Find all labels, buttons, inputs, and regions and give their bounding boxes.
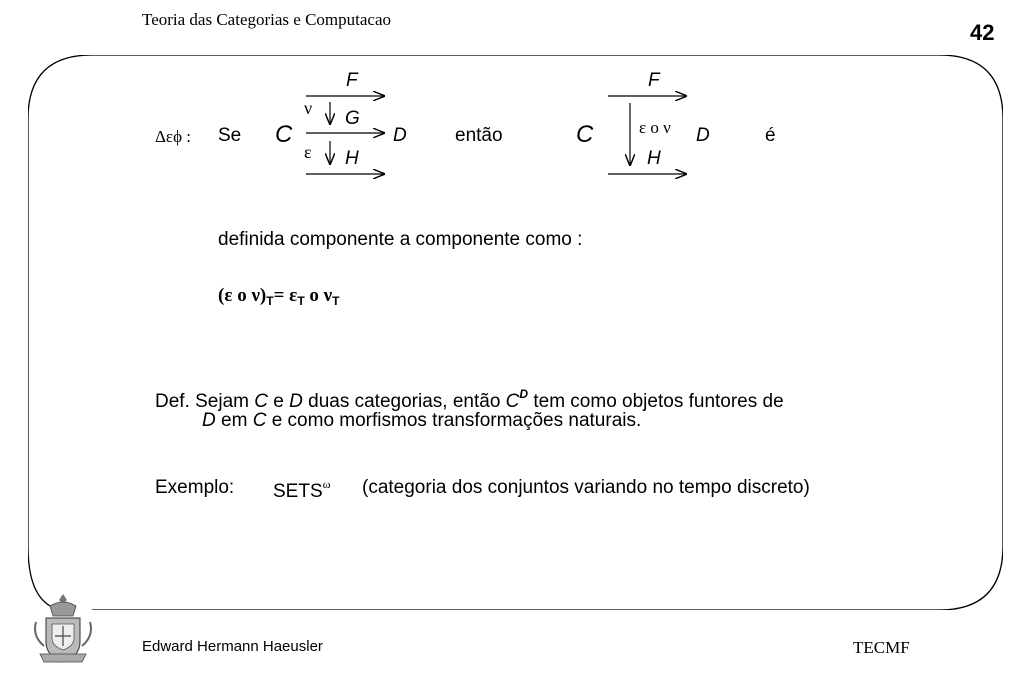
def-and: e bbox=[268, 391, 290, 412]
formula-lhs: (ε o ν) bbox=[218, 285, 267, 306]
entao-word: então bbox=[455, 125, 503, 146]
sets-omega: ω bbox=[322, 477, 331, 491]
category-c-1: C bbox=[275, 121, 293, 148]
label-eps-o-nu: ε o ν bbox=[639, 118, 671, 137]
label-nu: ν bbox=[304, 98, 313, 118]
def-d: D bbox=[289, 391, 303, 412]
label-f-2: F bbox=[648, 70, 660, 91]
formula-mid: o ν bbox=[304, 285, 333, 306]
def-prefix: Def. Sejam bbox=[155, 391, 255, 412]
def2-d: D bbox=[202, 410, 216, 431]
def2-c: C bbox=[252, 410, 267, 431]
def-cd-sup: D bbox=[519, 387, 529, 401]
formula-eq: = ε bbox=[273, 285, 298, 306]
label-h-2: H bbox=[647, 148, 661, 169]
delta-label: Δεϕ : bbox=[155, 127, 191, 146]
label-f-1: F bbox=[346, 70, 358, 91]
category-c-2: C bbox=[576, 121, 594, 148]
label-epsilon: ε bbox=[304, 142, 312, 162]
university-seal-logo bbox=[32, 592, 94, 668]
header-title: Teoria das Categorias e Computacao bbox=[142, 10, 391, 29]
def-text-1: duas categorias, então bbox=[302, 391, 506, 412]
component-formula bbox=[218, 285, 340, 308]
footer-author: Edward Hermann Haeusler bbox=[142, 638, 323, 655]
example-description: (categoria dos conjuntos variando no tempo discreto) bbox=[362, 477, 810, 498]
def-c: C bbox=[254, 391, 268, 412]
label-g: G bbox=[345, 108, 360, 129]
formula-sub-1: T bbox=[266, 294, 274, 308]
def-text-2: tem como objetos funtores de bbox=[528, 391, 784, 412]
def2-em: em bbox=[215, 410, 253, 431]
example-sets bbox=[273, 477, 331, 503]
footer-tag: TECMF bbox=[853, 638, 910, 657]
def2-rest: e como morfismos transformações naturais. bbox=[266, 410, 642, 431]
label-h-1: H bbox=[345, 148, 359, 169]
definition-line-2 bbox=[202, 410, 641, 432]
se-word: Se bbox=[218, 125, 242, 146]
sets-word: SETS bbox=[273, 481, 323, 502]
defined-text: definida componente a componente como : bbox=[218, 229, 583, 250]
e-acute-word: é bbox=[765, 125, 776, 146]
category-d-2: D bbox=[696, 125, 710, 146]
formula-sub-2: T bbox=[297, 294, 305, 308]
example-label: Exemplo: bbox=[155, 477, 235, 498]
category-d-1: D bbox=[393, 125, 407, 146]
def-cd-base: C bbox=[505, 391, 520, 412]
page-number: 42 bbox=[970, 20, 995, 45]
formula-sub-3: T bbox=[332, 294, 340, 308]
